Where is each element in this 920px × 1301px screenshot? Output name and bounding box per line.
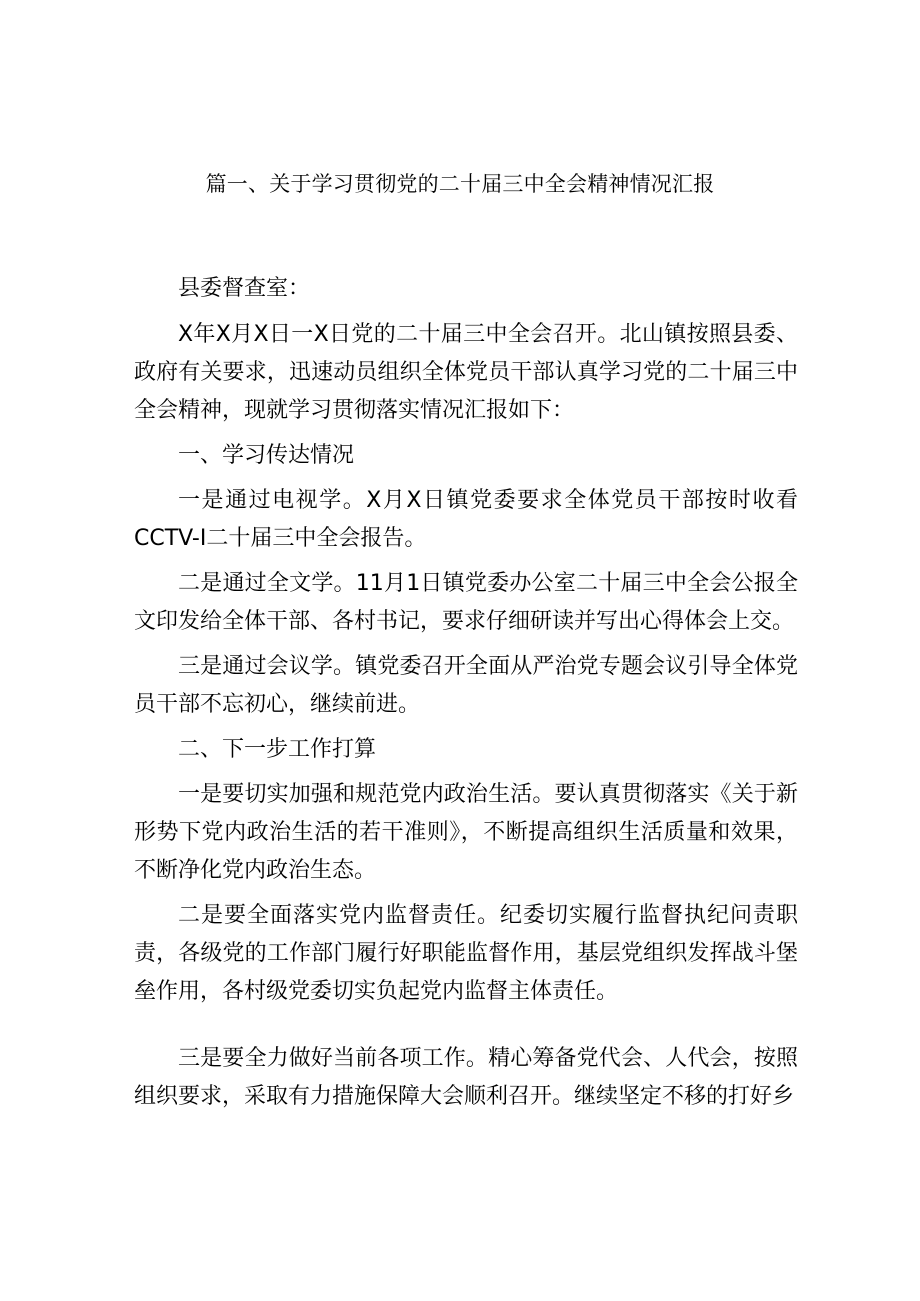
intro-paragraph: X年X月X日一X日党的二十届三中全会召开。北山镇按照县委、政府有关要求，迅速动员组织全体党员干部认真学习党的二十届三中全会精神，现就学习贯彻落实情况汇报如下： bbox=[134, 322, 798, 423]
section-heading-study: 一、学习传达情况 bbox=[178, 443, 355, 468]
paragraph-tv-study: 一是通过电视学。X月X日镇党委要求全体党员干部按时收看CCTV-I二十届三中全会报告。 bbox=[134, 488, 798, 551]
addressee: 县委督查室： bbox=[178, 276, 311, 301]
section-heading-next-steps: 二、下一步工作打算 bbox=[178, 737, 377, 762]
paragraph-fulltext-study: 二是通过全文学。11月1日镇党委办公室二十届三中全会公报全文印发给全体干部、各村书记，要求仔细研读并写出心得体会上交。 bbox=[134, 571, 798, 634]
paragraph-meeting-study: 三是通过会议学。镇党委召开全面从严治党专题会议引导全体党员干部不忘初心，继续前进。 bbox=[134, 654, 798, 717]
document-body bbox=[134, 270, 798, 1123]
paragraph-supervision: 二是要全面落实党内监督责任。纪委切实履行监督执纪问责职责，各级党的工作部门履行好职能监督作用，基层党组织发挥战斗堡垒作用，各村级党委切实负起党内监督主体责任。 bbox=[134, 903, 798, 1004]
paragraph-current-work: 三是要全力做好当前各项工作。精心筹备党代会、人代会，按照组织要求，采取有力措施保障大会顺利召开。继续坚定不移的打好乡 bbox=[134, 1046, 798, 1109]
paragraph-political-life: 一是要切实加强和规范党内政治生活。要认真贯彻落实《关于新形势下党内政治生活的若干准则》，不断提高组织生活质量和效果，不断净化党内政治生态。 bbox=[134, 782, 798, 883]
document-title: 篇一、关于学习贯彻党的二十届三中全会精神情况汇报 bbox=[205, 172, 715, 196]
